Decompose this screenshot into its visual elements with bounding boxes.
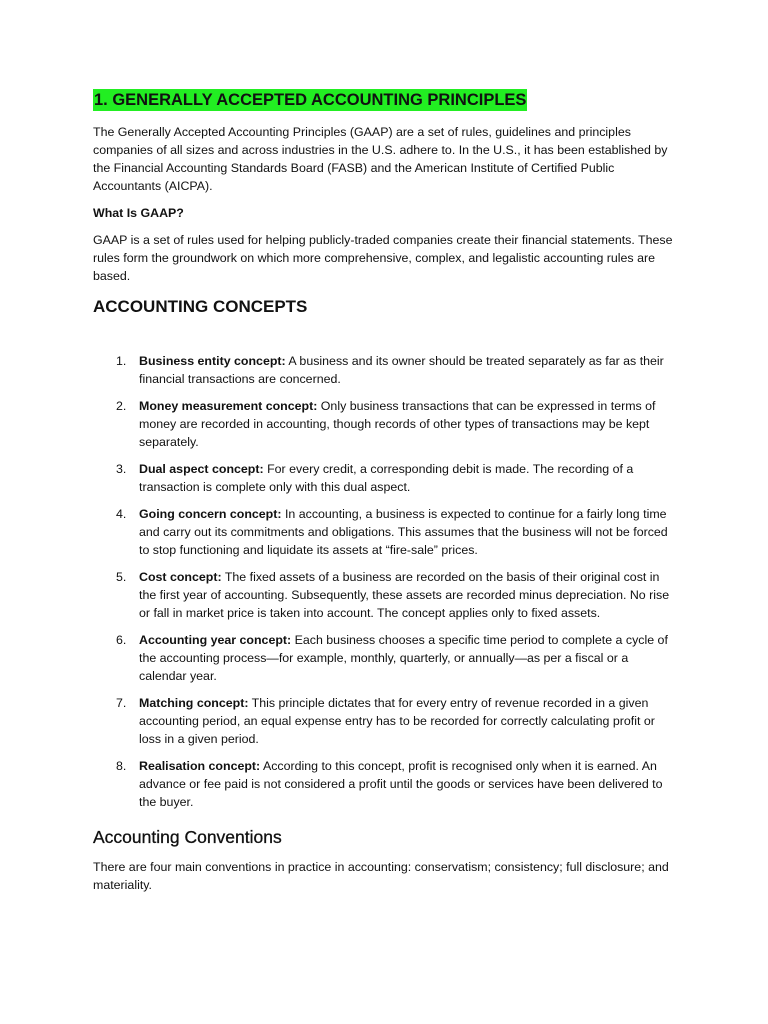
list-item-text: A business and its owner should be treated separately as far as their financial transactions are concerned. — [139, 354, 664, 386]
list-item — [93, 694, 676, 748]
concepts-list — [93, 352, 676, 811]
list-item — [93, 631, 676, 685]
main-heading: 1. GENERALLY ACCEPTED ACCOUNTING PRINCIPLES — [94, 91, 527, 109]
list-item-text: The fixed assets of a business are recorded on the basis of their original cost in the first year of accounting. Subsequently, these assets are recorded minus depreciation. No rise or fall in market price is taken into account. The concept applies only to fixed assets. — [139, 570, 670, 620]
list-item-term: Business entity concept: — [139, 354, 286, 368]
list-item-text: For every credit, a corresponding debit is made. The recording of a transaction is complete only with this dual aspect. — [139, 462, 634, 494]
list-item — [93, 505, 676, 559]
list-item-number: 3. — [116, 462, 127, 476]
list-item-term: Dual aspect concept: — [139, 462, 264, 476]
what-is-gaap-heading: What Is GAAP? — [93, 206, 184, 220]
list-item — [93, 568, 676, 622]
list-item-text: In accounting, a business is expected to continue for a fairly long time and carry out its commitments and obligations. This assumes that the business will not be forced to stop functioning and liquidate its assets at “fire-sale” prices. — [139, 507, 668, 557]
list-item — [93, 460, 676, 496]
list-item-text: According to this concept, profit is recognised only when it is earned. An advance or fee paid is not considered a profit until the goods or services have been delivered to the buyer. — [139, 759, 663, 809]
accounting-concepts-heading: ACCOUNTING CONCEPTS — [93, 297, 308, 316]
list-item-text: Only business transactions that can be expressed in terms of money are recorded in accounting, though records of other types of transactions may be kept separately. — [139, 399, 656, 449]
intro-paragraph: The Generally Accepted Accounting Principles (GAAP) are a set of rules, guidelines and principles companies of all sizes and across industries in the U.S. adhere to. In the U.S., it has been established by the Financial Accounting Standards Board (FASB) and the American Institute of Certified Public Accountants (AICPA). — [93, 125, 668, 193]
list-item-number: 4. — [116, 507, 127, 521]
list-item-term: Money measurement concept: — [139, 399, 318, 413]
list-item-number: 7. — [116, 696, 127, 710]
what-is-gaap-paragraph: GAAP is a set of rules used for helping publicly-traded companies create their financial statements. These rules form the groundwork on which more comprehensive, complex, and legalistic accounting rules are based. — [93, 233, 673, 283]
list-item-term: Matching concept: — [139, 696, 249, 710]
list-item-number: 8. — [116, 759, 127, 773]
list-item — [93, 757, 676, 811]
list-item-text: Each business chooses a specific time period to complete a cycle of the accounting process—for example, monthly, quarterly, or annually—as per a fiscal or a calendar year. — [139, 633, 668, 683]
list-item-term: Accounting year concept: — [139, 633, 292, 647]
accounting-conventions-heading: Accounting Conventions — [93, 827, 282, 847]
list-item-term: Realisation concept: — [139, 759, 261, 773]
list-item-number: 6. — [116, 633, 127, 647]
list-item — [93, 397, 676, 451]
list-item-number: 1. — [116, 354, 127, 368]
list-item-text: This principle dictates that for every entry of revenue recorded in a given accounting period, an equal expense entry has to be recorded for correctly calculating profit or loss in a given period. — [139, 696, 655, 746]
list-item-term: Going concern concept: — [139, 507, 282, 521]
list-item-number: 2. — [116, 399, 127, 413]
list-item — [93, 352, 676, 388]
conventions-paragraph: There are four main conventions in practice in accounting: conservatism; consistency; full disclosure; and materiality. — [93, 860, 669, 892]
list-item-term: Cost concept: — [139, 570, 222, 584]
list-item-number: 5. — [116, 570, 127, 584]
